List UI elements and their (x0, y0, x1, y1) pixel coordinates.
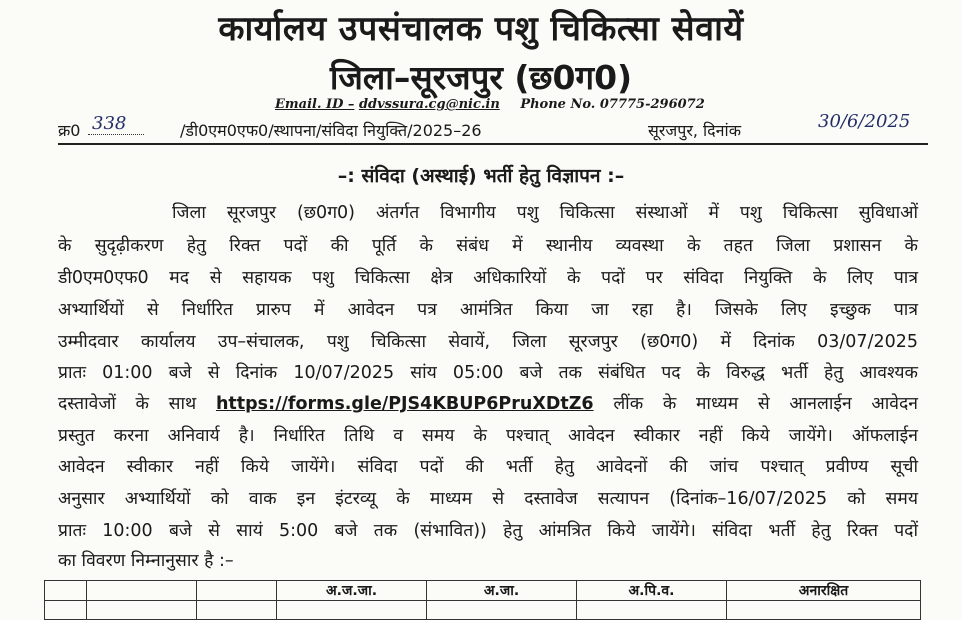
reference-path: /डी0एम0एफ0/स्थापना/संविदा नियुक्ति/2025–26 (180, 121, 482, 140)
table-cell (577, 601, 727, 620)
body-line: के सुदृढ़ीकरण हेतु रिक्त पदों की पूर्ति के संबंध में स्थानीय व्यवस्था के तहत जिला प्रशासन के (58, 236, 918, 256)
district-title: जिला–सूरजपुर (छ0ग0) (329, 58, 633, 97)
table-cell (87, 601, 197, 620)
body-line: अभ्यार्थियों से निर्धारित प्रारुप में आवेदन पत्र आमंत्रित किया जा रहा है। जिसके लिए इच्छुक पात्र (58, 300, 918, 320)
body-line: का विवरण निम्नानुसार है :– (58, 551, 234, 571)
table-header-unreserved: अनारक्षित (727, 581, 921, 601)
office-title: कार्यालय उपसंचालक पशु चिकित्सा सेवायें (218, 9, 744, 49)
table-cell (727, 601, 921, 620)
body-line: प्रस्तुत करना अनिवार्य है। निर्धारित तिथि व समय के पश्चात् आवेदन स्वीकार नहीं किये जायेंगे। ऑफलाईन (58, 426, 918, 446)
body-line: प्रातः 01:00 बजे से दिनांक 10/07/2025 सांय 05:00 बजे तक संबंधित पद के विरुद्ध भर्ती हेतु आवश्यक (58, 363, 918, 383)
table-header-sc: अ.जा. (427, 581, 577, 601)
email-label: Email. ID – (275, 97, 355, 112)
body-line: आवेदन स्वीकार नहीं किये जायेंगे। संविदा पदों की भर्ती हेतु आवेदनों की जांच पश्चात् प्रवीण्य सूची (58, 457, 918, 477)
table-header-st: अ.ज.जा. (277, 581, 427, 601)
table-cell (87, 581, 197, 601)
contact-line (275, 97, 775, 112)
table-cell (45, 581, 87, 601)
phone-label: Phone No. (520, 97, 596, 112)
table-cell (277, 601, 427, 620)
body-line: डी0एम0एफ0 मद से सहायक पशु चिकित्सा क्षेत्र अधिकारियों के पदों पर संविदा नियुक्ति के लिए पात्र (58, 268, 918, 288)
table-cell (197, 601, 277, 620)
body-line-with-link (58, 389, 918, 419)
application-form-link[interactable]: https://forms.gle/PJS4KBUP6PruXDtZ6 (215, 394, 594, 414)
table-cell (427, 601, 577, 620)
table-row (45, 601, 921, 620)
body-line: उम्मीदवार कार्यालय उप–संचालक, पशु चिकित्सा सेवायें, जिला सूरजपुर (छ0ग0) में दिनांक 03/07/2025 (58, 332, 918, 352)
reference-number: 338 (88, 113, 144, 135)
table-cell (197, 581, 277, 601)
vacancy-table (44, 580, 921, 620)
body-line: प्रातः 10:00 बजे से सायं 5:00 बजे तक (संभावित)) हेतु आंमत्रित किये जायेंगे। संविदा भर्ती हेतु रिक्त पदों (58, 521, 918, 541)
link-suffix-text: लींक के माध्यम से आनलाईन आवेदन (613, 394, 918, 414)
reference-line (58, 111, 928, 145)
place-date-label: सूरजपुर, दिनांक (648, 121, 741, 140)
body-line: अनुसार अभ्यार्थियों को वाक इन इंटरव्यू के माध्यम से दस्तावेज सत्यापन (दिनांक–16/07/2025 को समय (58, 489, 918, 509)
phone-number: 07775-296072 (599, 97, 705, 112)
link-prefix-text: दस्तावेजों के साथ (58, 394, 197, 414)
reference-date: 30/6/2025 (818, 111, 911, 132)
table-header-obc: अ.पि.व. (577, 581, 727, 601)
body-line: जिला सूरजपुर (छ0ग0) अंतर्गत विभागीय पशु चिकित्सा संस्थाओं में पशु चिकित्सा सुविधाओं (172, 203, 918, 223)
notice-heading: –: संविदा (अस्थाई) भर्ती हेतु विज्ञापन :– (337, 165, 625, 187)
table-header-row (45, 581, 921, 601)
reference-label: क्र0 (58, 121, 81, 140)
email-address[interactable]: ddvssura.cg@nic.in (358, 97, 500, 112)
table-cell (45, 601, 87, 620)
